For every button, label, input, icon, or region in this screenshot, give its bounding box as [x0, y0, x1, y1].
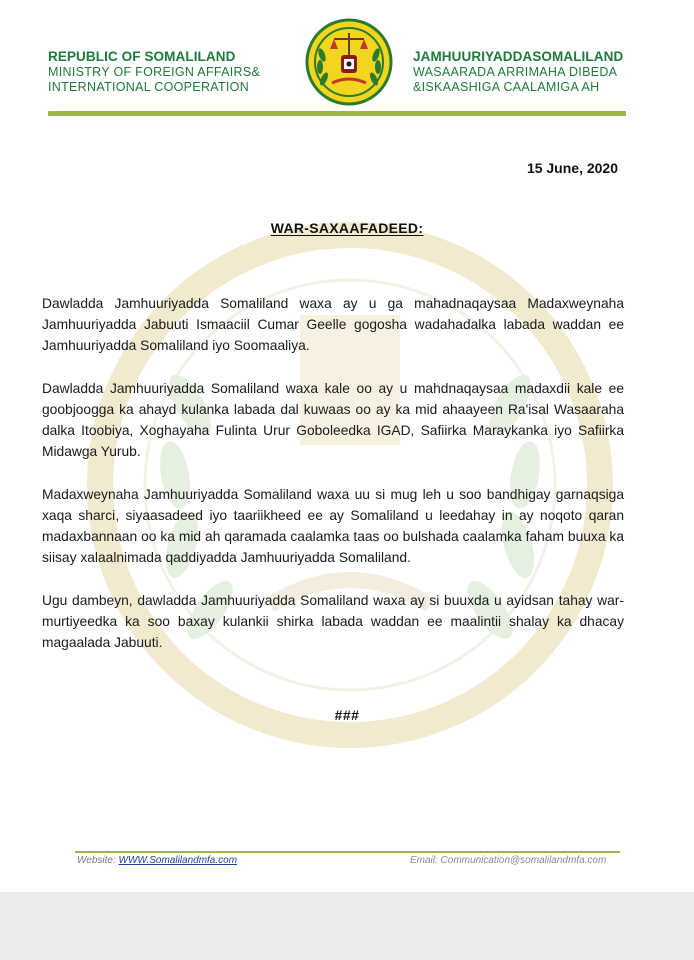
- document-heading: [0, 220, 694, 236]
- header-right-block: [413, 49, 673, 95]
- header-english-title: REPUBLIC OF SOMALILAND: [48, 49, 236, 64]
- footer-website-link[interactable]: WWW.Somalilandmfa.com: [118, 855, 238, 866]
- header-divider: [48, 111, 626, 116]
- header-somali-title: JAMHUURIYADDASOMALILAND: [413, 49, 624, 64]
- header-somali-cooperation: &ISKAASHIGA CAALAMIGA AH: [413, 80, 600, 94]
- somaliland-coat-of-arms-icon: [304, 17, 394, 107]
- footer-divider: [75, 851, 620, 853]
- paragraph-4: Ugu dambeyn, dawladda Jamhuuriyadda Somaliland waxa ay si buuxda u ayidsan tahay war-murtiyeedka ka soo baxay kulankii shirka labada waddan ee maalintii shalay ka dhacay magaalada Jabuuti.: [42, 593, 624, 650]
- viewer-bottom-bar: [0, 892, 694, 960]
- paragraph-3: Madaxweynaha Jamhuuriyadda Somaliland waxa uu si mug leh u soo bandhigay garnaqsiga xaqa sharci, siyaasadeed iyo taariikheed ee ay Somaliland u leedahay in ay noqoto qaran madaxbannaan oo ka mid ah qaramada caalamka taas oo bulshada caalamka faham buuxa ka siisay xalaalnimada qaddiyadda Jamhuuriyadda Somaliland.: [42, 487, 624, 565]
- end-mark: ###: [334, 707, 360, 723]
- paragraph-2: Dawladda Jamhuuriyadda Somaliland waxa kale oo ay u mahdnaqaysaa madaxdii kale ee goobjoogga ka ahayd kulanka labada dal kuwaas oo ay ka mid ahaayeen Ra'isal Wasaaraha dalka Itoobiya, Xoghayaha Fulinta Urur Goboleedka IGAD, Safiirka Maraykanka iyo Safiirka Midawga Yurub.: [42, 381, 624, 459]
- header-english-ministry: MINISTRY OF FOREIGN AFFAIRS&: [48, 65, 261, 79]
- header-somali-ministry: WASAARADA ARRIMAHA DIBEDA: [413, 65, 618, 79]
- paragraph-1: Dawladda Jamhuuriyadda Somaliland waxa ay u ga mahadnaqaysaa Madaxweynaha Jamhuuriyadda Jabuuti Ismaaciil Cumar Geelle gogosha wadahadalka labada waddan ee Jamhuuriyadda Somaliland iyo Soomaaliya.: [42, 296, 624, 353]
- header-english-cooperation: INTERNATIONAL COOPERATION: [48, 80, 250, 94]
- footer-website: [77, 855, 237, 866]
- footer-email[interactable]: Email: Communication@somalilandmfa.com: [410, 855, 607, 866]
- document-body: [42, 293, 624, 675]
- header-left-block: [48, 49, 318, 95]
- heading-text: WAR-SAXAAFADEED:: [270, 220, 424, 236]
- document-date: 15 June, 2020: [526, 160, 618, 176]
- footer-website-label: Website:: [77, 855, 119, 866]
